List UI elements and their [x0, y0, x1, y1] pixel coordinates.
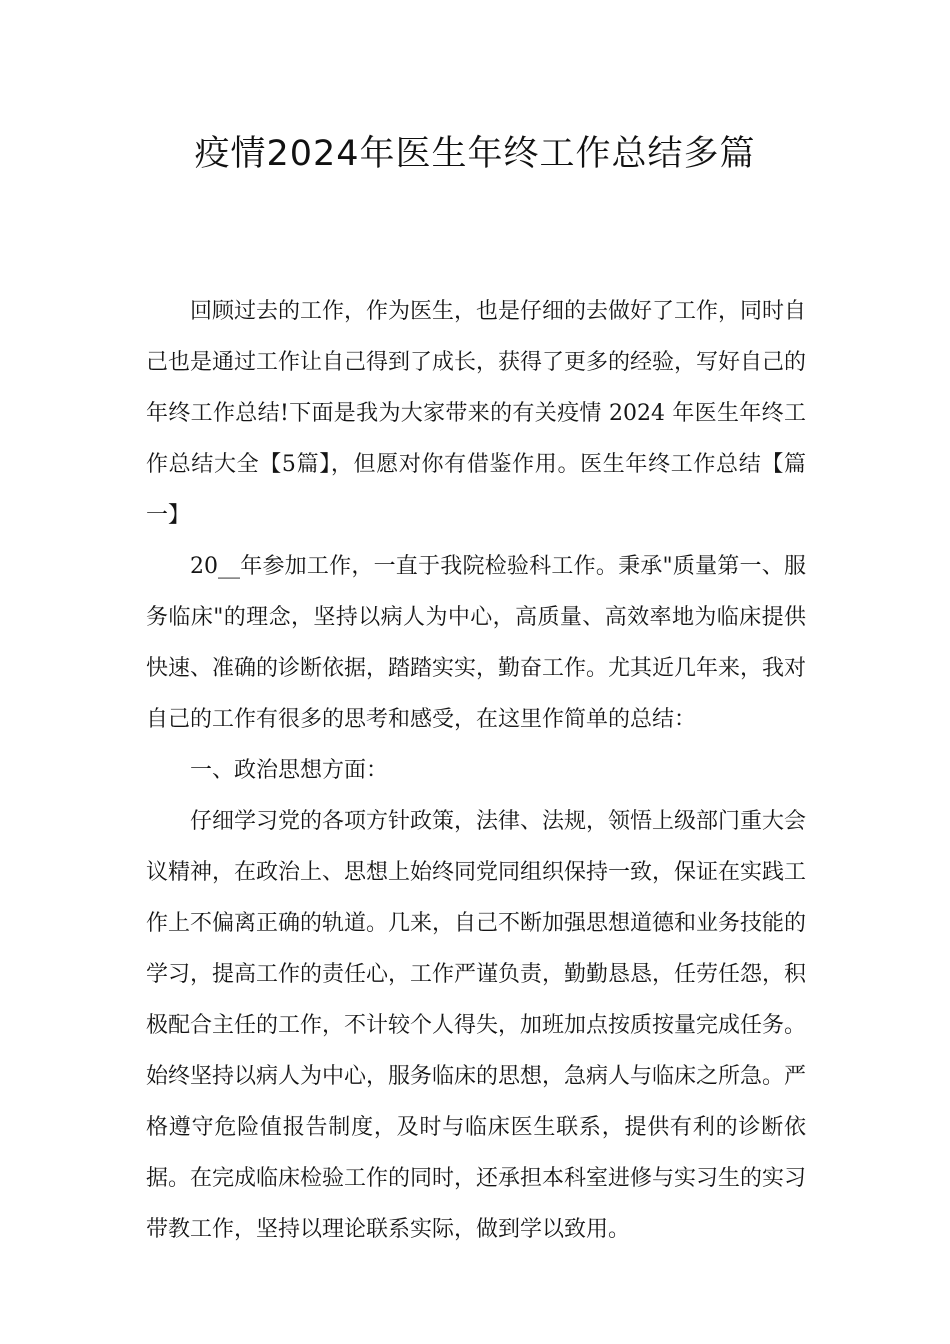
paragraph-intro: 回顾过去的工作，作为医生，也是仔细的去做好了工作，同时自己也是通过工作让自己得到了成长，获得了更多的经验，写好自己的年终工作总结!下面是我为大家带来的有关疫情 2024 年医生年终工作总结大全【5篇】，但愿对你有借鉴作用。医生年终工作总结【篇一】	[146, 299, 807, 528]
paragraph-political-thought: 仔细学习党的各项方针政策，法律、法规，领悟上级部门重大会议精神，在政治上、思想上始终同党同组织保持一致，保证在实践工作上不偏离正确的轨道。几来，自己不断加强思想道德和业务技能的学习，提高工作的责任心，工作严谨负责，勤勤恳恳，任劳任怨，积极配合主任的工作，不计较个人得失，加班加点按质按量完成任务。始终坚持以病人为中心，服务临床的思想，急病人与临床之所急。严格遵守危险值报告制度，及时与临床医生联系，提供有利的诊断依据。在完成临床检验工作的同时，还承担本科室进修与实习生的实习带教工作，坚持以理论联系实际，做到学以致用。	[146, 809, 807, 1242]
document-title: 疫情2024年医生年终工作总结多篇	[194, 134, 756, 174]
section-heading-political: 一、政治思想方面：	[190, 758, 389, 783]
paragraph-work-overview: 20__年参加工作，一直于我院检验科工作。秉承"质量第一、服务临床"的理念，坚持以病人为中心，高质量、高效率地为临床提供快速、准确的诊断依据，踏踏实实，勤奋工作。尤其近几年来，我对自己的工作有很多的思考和感受，在这里作简单的总结：	[146, 554, 807, 732]
document-body	[146, 286, 806, 1255]
